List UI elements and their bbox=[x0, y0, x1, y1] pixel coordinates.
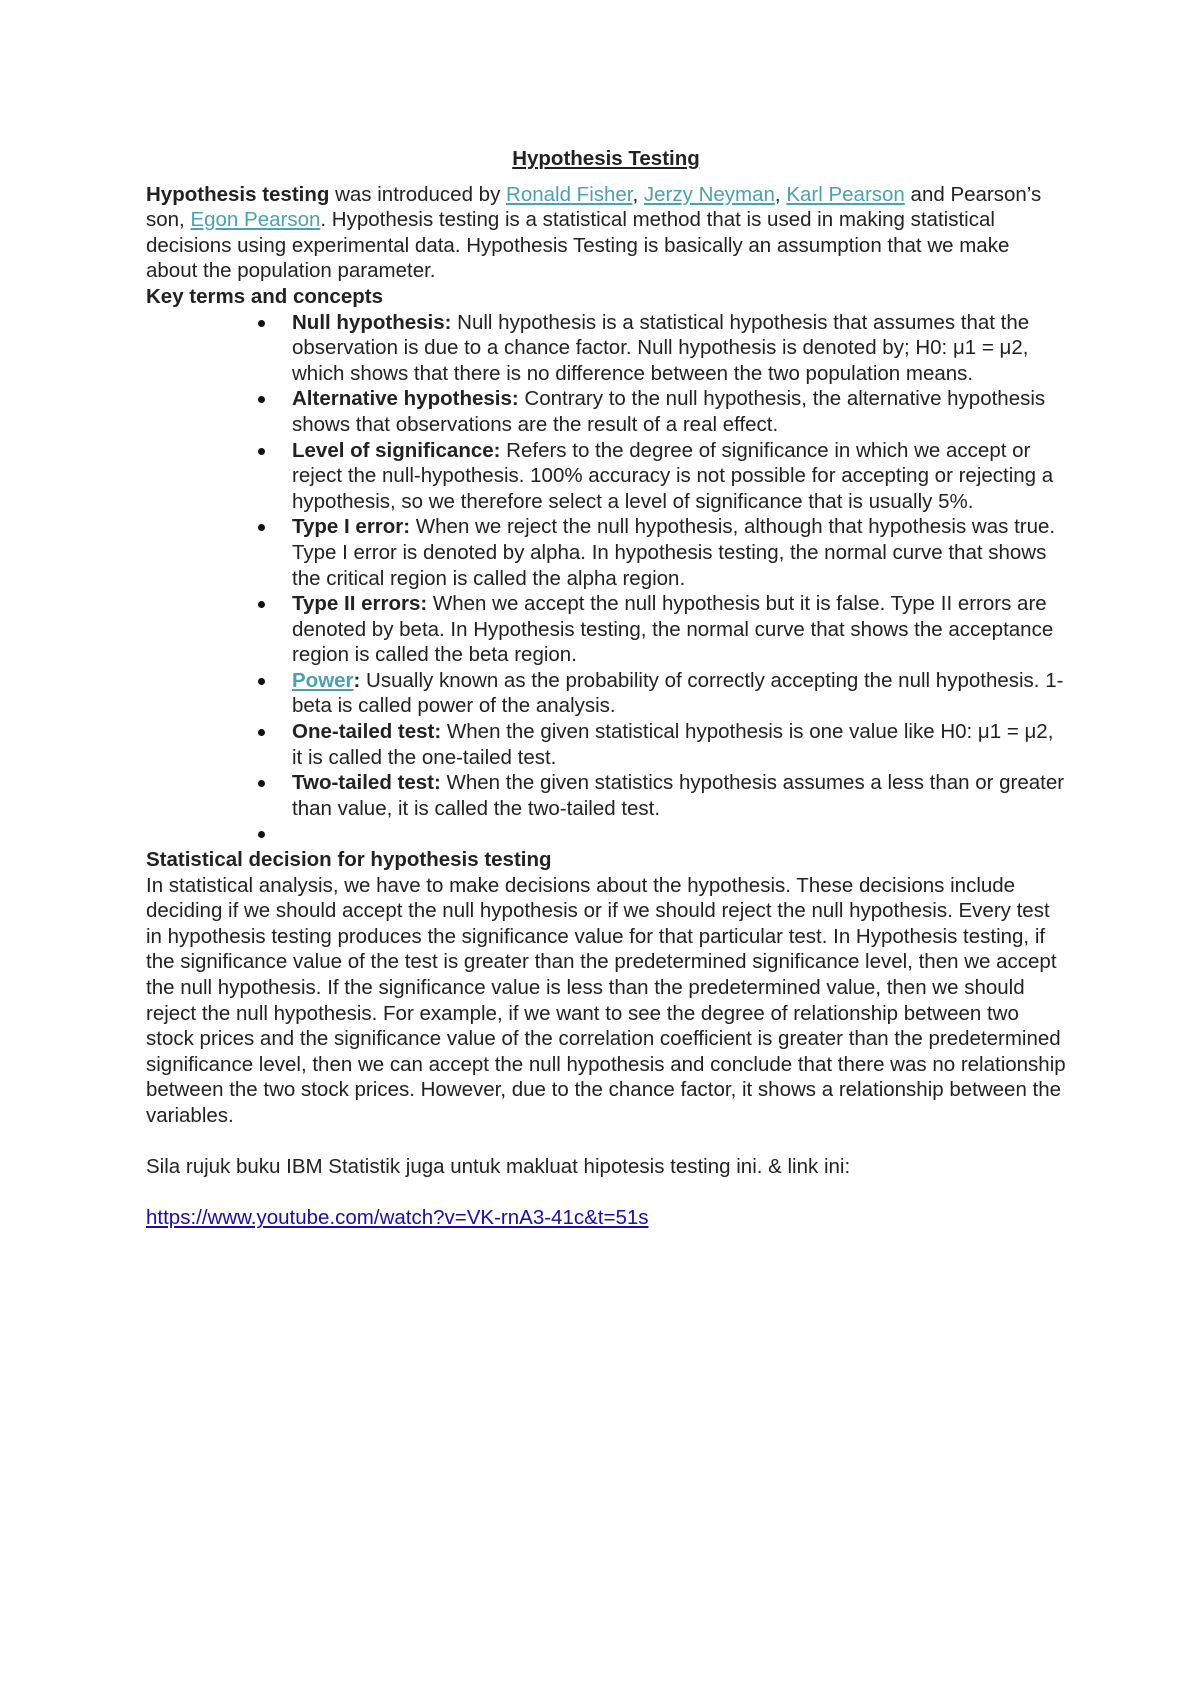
spacer bbox=[146, 1180, 1066, 1206]
intro-text: and Pearson’s son, bbox=[146, 182, 1042, 232]
link-ronald-fisher[interactable]: Ronald Fisher bbox=[506, 182, 633, 206]
intro-paragraph bbox=[146, 182, 1066, 284]
link-power[interactable]: Power bbox=[292, 668, 354, 692]
term-label: Null hypothesis: bbox=[292, 310, 452, 334]
key-terms-heading: Key terms and concepts bbox=[146, 284, 383, 308]
document-body bbox=[146, 146, 1066, 1231]
list-item bbox=[292, 386, 1066, 437]
term-label: Level of significance: bbox=[292, 438, 501, 462]
decision-paragraph: In statistical analysis, we have to make decisions about the hypothesis. These decisions include deciding if we should accept the null hypothesis or if we should reject the null hypothesis. Every test in hypothesis testing produces the significance value for that particular test. In Hypothesis testing, if the significance value of the test is greater than the predetermined significance level, then we accept the null hypothesis. If the significance value is less than the predetermined value, then we should reject the null hypothesis. For example, if we want to see the degree of relationship between two stock prices and the significance value of the correlation coefficient is greater than the predetermined significance level, then we can accept the null hypothesis and conclude that there was no relationship between the two stock prices. However, due to the chance factor, it shows a relationship between the variables. bbox=[146, 873, 1066, 1127]
intro-text: . Hypothesis testing is a statistical method that is used in making statistical decisions using experimental data. Hypothesis Testing is basically an assumption that we make about the population parameter. bbox=[146, 208, 1010, 283]
url-paragraph bbox=[146, 1205, 1066, 1231]
list-item bbox=[292, 668, 1066, 719]
term-label: Two-tailed test: bbox=[292, 771, 441, 795]
document-title: Hypothesis Testing bbox=[512, 147, 700, 170]
empty-list-item bbox=[292, 821, 1066, 847]
list-item bbox=[292, 310, 1066, 387]
term-text: Refers to the degree of significance in which we accept or reject the null-hypothesis. 100% accuracy is not possible for accepting or rejecting a hypothesis, so we therefore select a level of significance that is usually 5%. bbox=[292, 438, 1054, 513]
term-label: One-tailed test: bbox=[292, 720, 442, 744]
decision-heading: Statistical decision for hypothesis testing bbox=[146, 848, 552, 872]
list-item bbox=[292, 438, 1066, 515]
link-jerzy-neyman[interactable]: Jerzy Neyman bbox=[643, 182, 775, 206]
list-item bbox=[292, 719, 1066, 770]
list-item bbox=[292, 514, 1066, 591]
intro-text: , bbox=[632, 182, 644, 206]
term-label: Type II errors: bbox=[292, 592, 428, 616]
spacer bbox=[146, 1129, 1066, 1155]
term-label: Alternative hypothesis: bbox=[292, 387, 519, 411]
list-item bbox=[292, 591, 1066, 668]
term-label-suffix: : bbox=[353, 668, 361, 692]
list-item bbox=[292, 770, 1066, 821]
term-text: When the given statistics hypothesis assumes a less than or greater than value, it is called the two-tailed test. bbox=[292, 771, 1065, 820]
term-label: Type I error: bbox=[292, 515, 411, 539]
intro-lead: Hypothesis testing bbox=[146, 182, 330, 206]
intro-text: was introduced by bbox=[329, 182, 507, 206]
term-text: When we reject the null hypothesis, although that hypothesis was true. Type I error is denoted by alpha. In hypothesis testing, the normal curve that shows the critical region is called the alpha region. bbox=[292, 515, 1056, 590]
youtube-link[interactable]: https://www.youtube.com/watch?v=VK-rnA3-41c&t=51s bbox=[146, 1206, 649, 1230]
term-text: Usually known as the probability of correctly accepting the null hypothesis. 1-beta is called power of the analysis. bbox=[292, 668, 1064, 718]
term-text: Contrary to the null hypothesis, the alternative hypothesis shows that observations are the result of a real effect. bbox=[292, 387, 1046, 436]
intro-text: , bbox=[774, 182, 787, 206]
key-terms-list bbox=[146, 310, 1066, 847]
note-paragraph: Sila rujuk buku IBM Statistik juga untuk makluat hipotesis testing ini. & link ini: bbox=[146, 1155, 851, 1179]
term-text: When the given statistical hypothesis is one value like H0: μ1 = μ2, it is called the one-tailed test. bbox=[292, 720, 1054, 769]
term-text: Null hypothesis is a statistical hypothesis that assumes that the observation is due to a chance factor. Null hypothesis is denoted by; H0: μ1 = μ2, which shows that there is no difference between the two population means. bbox=[292, 310, 1030, 385]
link-egon-pearson[interactable]: Egon Pearson bbox=[190, 208, 321, 232]
link-karl-pearson[interactable]: Karl Pearson bbox=[786, 182, 905, 206]
term-text: When we accept the null hypothesis but it is false. Type II errors are denoted by beta. In Hypothesis testing, the normal curve that shows the acceptance region is called the beta region. bbox=[292, 592, 1054, 667]
